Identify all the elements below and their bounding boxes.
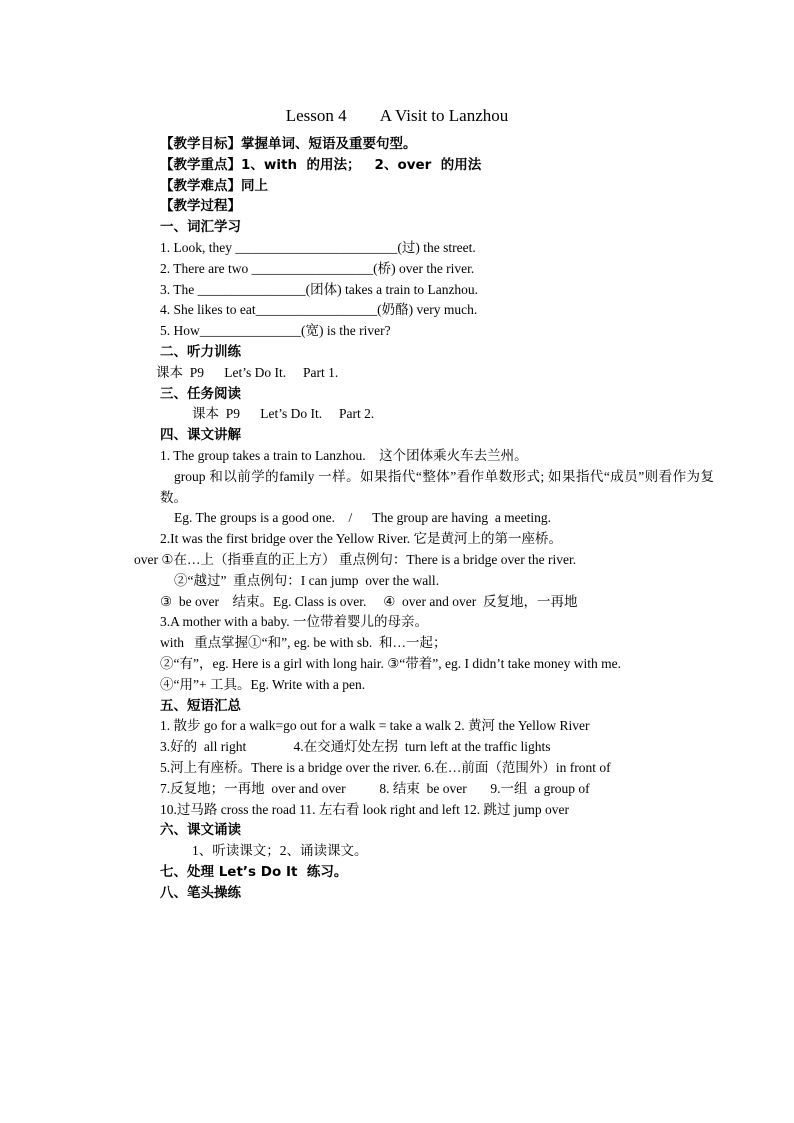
reading-task: 课本 P9 Let’s Do It. Part 2. [192,406,375,422]
section-heading-writing: 八、笔头操练 [160,884,241,901]
vocab-exercise-3: 3. The ________________(团体) takes a train to Lanzhou. [160,281,479,297]
lesson-body [120,134,714,903]
explanation-1-note: group 和以前学的family 一样。如果指代“整体”看作单数形式; 如果指代“成员”则看作为复数。 [160,468,714,505]
explanation-3-with-1: with 重点掌握①“和”, eg. be with sb. 和…一起； [160,635,447,651]
teaching-process: 【教学过程】 [160,198,241,215]
section-heading-phrases: 五、短语汇总 [160,697,241,714]
phrase-line-1: 1. 散步 go for a walk=go out for a walk = take a walk 2. 黄河 the Yellow River [160,718,590,734]
teaching-focus: 【教学重点】1、with 的用法； 2、over 的用法 [160,156,482,173]
explanation-3-with-3: ④“用”+ 工具。Eg. Write with a pen. [160,676,366,692]
section-heading-recitation: 六、课文诵读 [160,822,241,839]
explanation-2-over-2: ②“越过” 重点例句：I can jump over the wall. [174,572,440,588]
section-heading-practice: 七、处理 Let’s Do It 练习。 [160,863,348,880]
phrase-line-5: 10.过马路 cross the road 11. 左右看 look right and left 12. 跳过 jump over [160,801,569,817]
explanation-2: 2.It was the first bridge over the Yellow River. 它是黄河上的第一座桥。 [160,531,562,547]
teaching-goal: 【教学目标】掌握单词、短语及重要句型。 [160,136,417,152]
teaching-difficulty: 【教学难点】同上 [160,177,268,194]
section-heading-reading: 三、任务阅读 [160,385,241,402]
vocab-exercise-2: 2. There are two __________________(桥) over the river. [160,260,475,276]
phrase-line-3: 5.河上有座桥。There is a bridge over the river. 6.在…前面（范围外）in front of [160,759,611,775]
section-heading-vocabulary: 一、词汇学习 [160,219,241,236]
lesson-title: Lesson 4 A Visit to Lanzhou [285,106,509,125]
vocab-exercise-4: 4. She likes to eat__________________(奶酪) very much. [160,302,478,318]
recitation-task: 1、听读课文；2、诵读课文。 [192,843,368,859]
phrase-line-4: 7.反复地；一再地 over and over 8. 结束 be over 9.一组 a group of [160,780,590,796]
explanation-1-example: Eg. The groups is a good one. / The group are having a meeting. [174,510,552,526]
section-heading-listening: 二、听力训练 [160,343,241,360]
explanation-2-over-3: ③ be over 结束。Eg. Class is over. ④ over and over 反复地，一再地 [160,593,578,609]
vocab-exercise-5: 5. How_______________(宽) is the river? [160,323,391,339]
explanation-1: 1. The group takes a train to Lanzhou. 这个团体乘火车去兰州。 [160,447,528,463]
explanation-2-over-1: over ①在…上（指垂直的正上方） 重点例句：There is a bridge over the river. [134,551,577,567]
vocab-exercise-1: 1. Look, they ________________________(过) the street. [160,239,476,255]
explanation-3: 3.A mother with a baby. 一位带着婴儿的母亲。 [160,614,428,630]
phrase-line-2: 3.好的 all right 4.在交通灯处左拐 turn left at the traffic lights [160,739,551,755]
section-heading-text-explanation: 四、课文讲解 [160,427,241,444]
explanation-3-with-2: ②“有”，eg. Here is a girl with long hair. ③“带着”, eg. I didn’t take money with me. [160,655,621,671]
listening-task: 课本 P9 Let’s Do It. Part 1. [156,364,339,380]
